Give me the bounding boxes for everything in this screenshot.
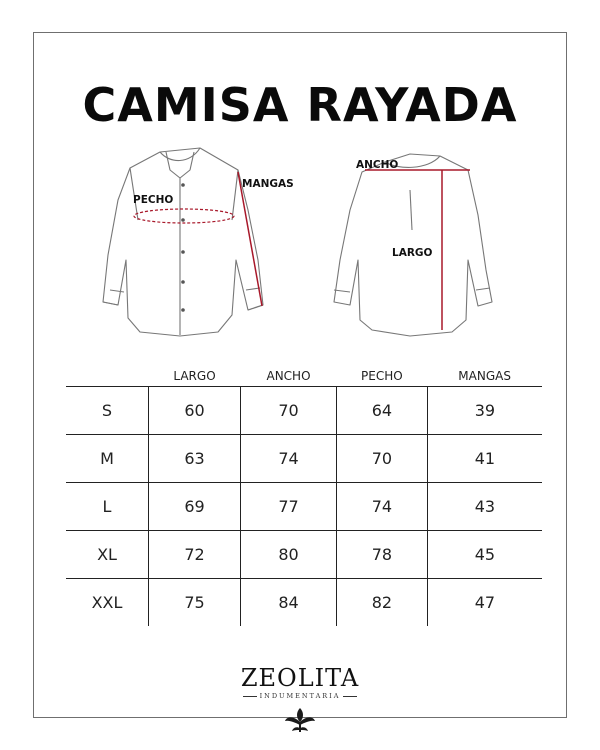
ancho-cell: 80 xyxy=(241,531,337,579)
size-cell: XL xyxy=(66,531,149,579)
ancho-cell: 74 xyxy=(241,435,337,483)
brand-logo xyxy=(0,664,600,700)
mangas-cell: 41 xyxy=(427,435,542,483)
pecho-cell: 64 xyxy=(336,387,427,435)
table-row xyxy=(66,435,542,483)
size-table-header-row xyxy=(66,366,542,387)
page-title: CAMISA RAYADA xyxy=(82,78,518,132)
table-row xyxy=(66,579,542,627)
largo-label: LARGO xyxy=(392,247,433,259)
mangas-column-header: MANGAS xyxy=(427,366,542,387)
iris-flower-icon xyxy=(282,704,318,734)
table-row xyxy=(66,387,542,435)
pecho-label: PECHO xyxy=(133,194,174,206)
pecho-column-header: PECHO xyxy=(336,366,427,387)
table-row xyxy=(66,483,542,531)
pecho-cell: 78 xyxy=(336,531,427,579)
pecho-cell: 70 xyxy=(336,435,427,483)
largo-cell: 63 xyxy=(149,435,241,483)
table-row xyxy=(66,531,542,579)
size-table xyxy=(66,366,542,626)
size-column-header xyxy=(66,366,149,387)
divider xyxy=(243,696,257,697)
largo-cell: 69 xyxy=(149,483,241,531)
pecho-cell: 82 xyxy=(336,579,427,627)
mangas-label: MANGAS xyxy=(242,178,294,190)
mangas-cell: 47 xyxy=(427,579,542,627)
largo-cell: 75 xyxy=(149,579,241,627)
mangas-cell: 45 xyxy=(427,531,542,579)
largo-cell: 72 xyxy=(149,531,241,579)
brand-subtitle: INDUMENTARIA xyxy=(259,692,341,700)
size-cell: XXL xyxy=(91,593,123,612)
mangas-cell: 43 xyxy=(427,483,542,531)
ancho-cell: 77 xyxy=(241,483,337,531)
mangas-measure-line xyxy=(238,172,262,306)
ancho-cell: 70 xyxy=(241,387,337,435)
largo-column-header: LARGO xyxy=(149,366,241,387)
size-cell: S xyxy=(66,387,149,435)
size-cell: M xyxy=(66,435,149,483)
mangas-cell: 39 xyxy=(427,387,542,435)
ancho-cell: 84 xyxy=(241,579,337,627)
ancho-label: ANCHO xyxy=(356,159,399,171)
brand-name: ZEOLITA xyxy=(240,664,360,692)
largo-cell: 60 xyxy=(149,387,241,435)
divider xyxy=(343,696,357,697)
shirt-front-buttons xyxy=(181,183,185,312)
pecho-cell: 74 xyxy=(336,483,427,531)
brand-subtitle-row xyxy=(0,692,600,700)
shirt-back-illustration xyxy=(334,154,492,336)
shirt-illustrations xyxy=(0,140,600,350)
ancho-column-header: ANCHO xyxy=(241,366,337,387)
size-cell: L xyxy=(66,483,149,531)
